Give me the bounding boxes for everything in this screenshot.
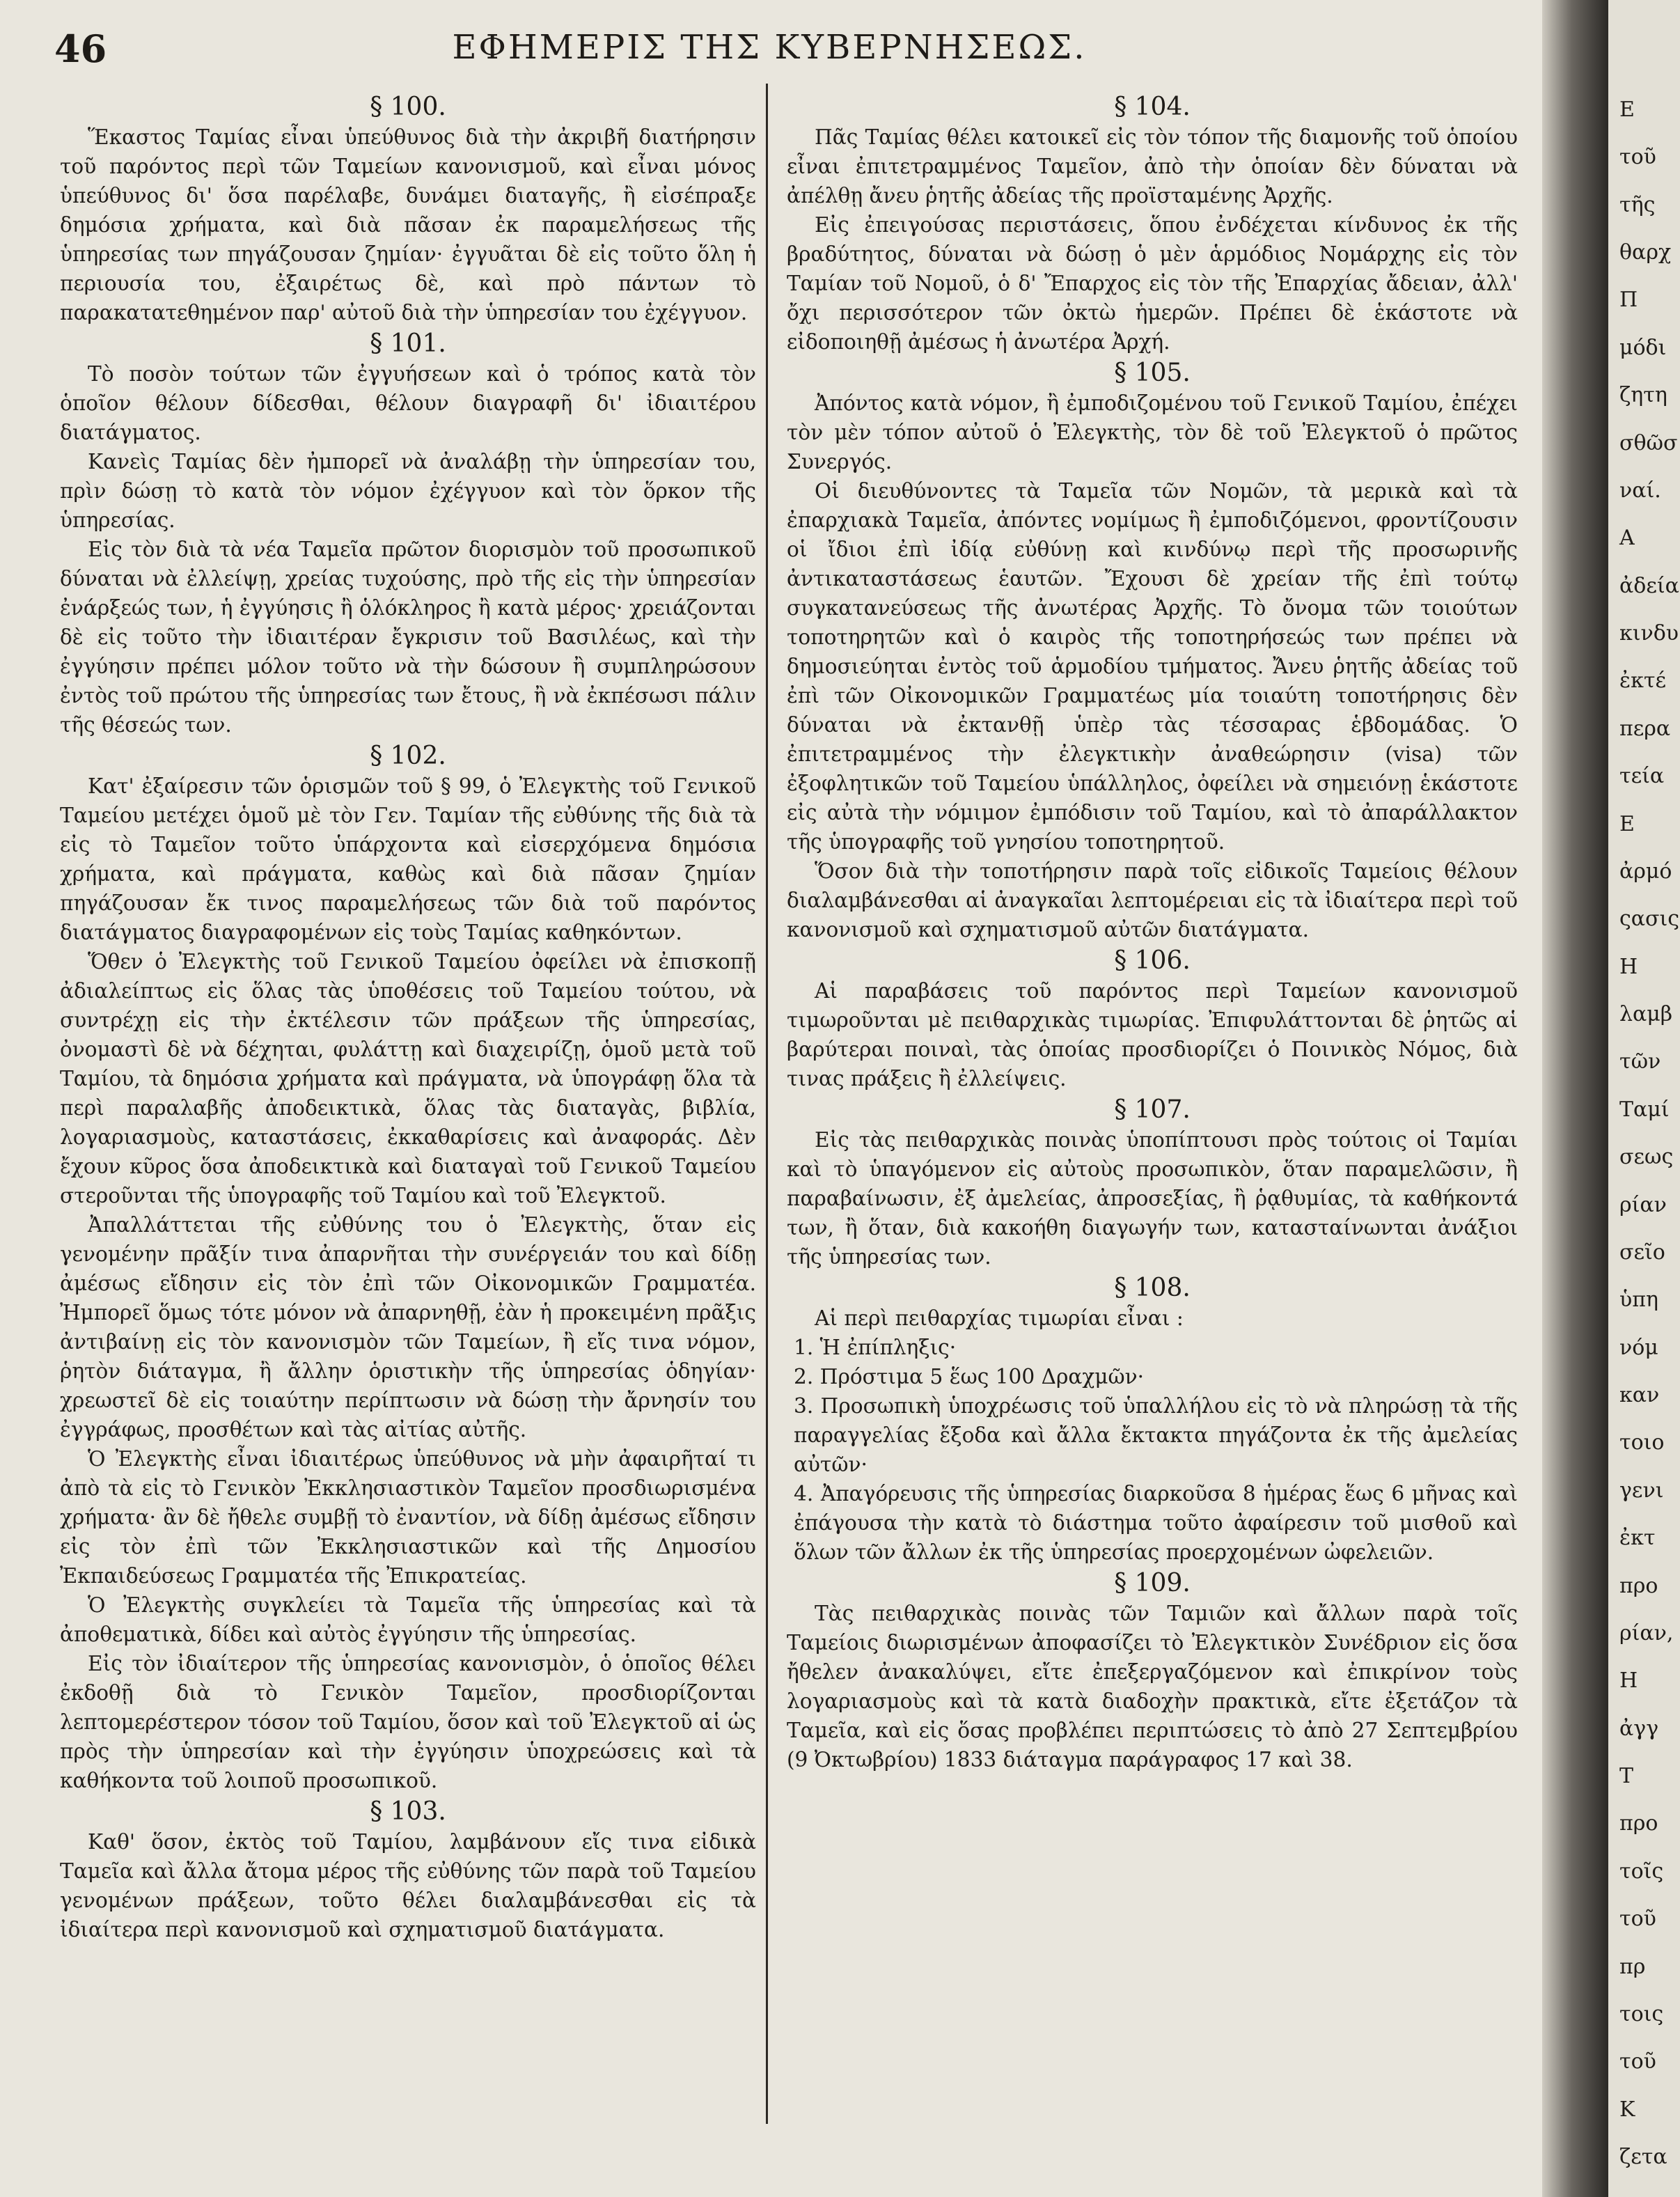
page-number: 46 — [54, 26, 107, 71]
next-page-fragment: ἀγγ — [1619, 1717, 1659, 1741]
next-page-fragment: ςασις — [1619, 907, 1680, 931]
book-gutter — [1542, 0, 1608, 2197]
next-page-fragment: ἀρμό — [1619, 859, 1672, 884]
paragraph: Ὁ Ἐλεγκτὴς συγκλείει τὰ Ταμεῖα τῆς ὑπηρεσίας καὶ τὰ ἀποθεματικὰ, δίδει καὶ αὐτὸς ἐγγύησιν τῆς ὑπηρεσίας. — [60, 1593, 756, 1646]
next-page-fragment: τοῖς — [1619, 1859, 1664, 1884]
section-heading: § 105. — [1114, 359, 1191, 387]
paragraph: Ἀπόντος κατὰ νόμον, ἢ ἐμποδιζομένου τοῦ Γενικοῦ Ταμίου, ἐπέχει τὸν μὲν τόπον αὐτοῦ ὁ Ἐλεγκτὴς, τὸν δὲ τοῦ Ἐλεγκτοῦ ὁ πρῶτος Συνεργός. — [787, 391, 1518, 474]
section-heading: § 102. — [370, 742, 446, 770]
section-heading: § 104. — [1114, 93, 1191, 121]
next-page-fragment: ζητη — [1619, 383, 1667, 407]
section-heading: § 101. — [370, 329, 446, 358]
section-100 — [60, 92, 756, 327]
next-page-fragment: κινδυ — [1619, 621, 1679, 646]
section-101 — [60, 329, 756, 740]
next-page-fragment: ζετα — [1619, 2145, 1667, 2169]
next-page-fragment: Τ — [1619, 1764, 1634, 1788]
next-page-fragment: πρ — [1619, 1955, 1646, 1979]
next-page-fragment: νόμ — [1619, 1336, 1658, 1360]
next-page-fragment: Η — [1619, 955, 1638, 979]
paragraph: Εἰς τὰς πειθαρχικὰς ποινὰς ὑποπίπτουσι πρὸς τούτοις οἱ Ταμίαι καὶ τὸ ὑπαγόμενον εἰς αὐτοὺς προσωπικὸν, ὅταν παραμελῶσιν, ἢ παραβαίνωσιν, ἐξ ἀμελείας, ἀπροσεξίας, ἢ ῥᾳθυμίας, τὰ καθήκοντά των, ἢ ὅταν, διὰ κακοήθη διαγωγήν των, κατασταίνωνται ἀνάξιοι τῆς ὑπηρεσίας των. — [787, 1128, 1518, 1269]
next-page-fragment: τεία — [1619, 764, 1665, 788]
section-heading: § 100. — [370, 93, 446, 121]
next-page-fragment: προ — [1619, 1811, 1658, 1836]
next-page-fragment: Κ — [1619, 2097, 1635, 2122]
next-page-fragment: τῶν — [1619, 1049, 1661, 1074]
paragraph: Πᾶς Ταμίας θέλει κατοικεῖ εἰς τὸν τόπον τῆς διαμονῆς τοῦ ὁποίου εἶναι ἐπιτετραμμένος Ταμεῖον, ἀπὸ τὴν ὁποίαν δὲν δύναται νὰ ἀπέλθῃ ἄνευ ῥητῆς ἀδείας τῆς προϊσταμένης Ἀρχῆς. — [787, 125, 1518, 208]
next-page-fragment: ναί. — [1619, 478, 1661, 503]
next-page-fragment: Ταμί — [1619, 1097, 1670, 1122]
paragraph: Εἰς ἐπειγούσας περιστάσεις, ὅπου ἐνδέχεται κίνδυνος ἐκ τῆς βραδύτητος, δύναται νὰ δώσῃ ὁ μὲν ἁρμόδιος Νομάρχης εἰς τὸν Ταμίαν τοῦ Νομοῦ, ὁ δ' Ἔπαρχος εἰς τὸν τῆς Ἐπαρχίας ἄδειαν, ἀλλ' ὄχι περισσότερον τῶν ὀκτὼ ἡμερῶν. Πρέπει δὲ ἑκάστοτε νὰ εἰδοποιηθῇ ἀμέσως ἡ ἀνωτέρα Ἀρχή. — [787, 213, 1518, 354]
next-page-fragment: μόδι — [1619, 336, 1667, 360]
list-item: 3. Προσωπικὴ ὑποχρέωσις τοῦ ὑπαλλήλου εἰς τὸ νὰ πληρώσῃ τὰ τῆς παραγγελίας ἔξοδα καὶ ἄλλα ἔκτακτα πηγάζοντα ἐκ τῆς ἀμελείας αὐτῶν· — [794, 1394, 1518, 1476]
section-109 — [787, 1568, 1518, 1774]
next-page-fragment: τοιο — [1619, 1430, 1665, 1455]
next-page-fragment: τοις — [1619, 2002, 1664, 2026]
right-column — [787, 91, 1518, 2166]
list-item: 1. Ἡ ἐπίπληξις· — [794, 1336, 957, 1359]
next-page-fragment: Π — [1619, 288, 1638, 312]
section-104 — [787, 92, 1518, 357]
next-page-fragment: σθῶσ — [1619, 431, 1678, 455]
next-page-fragment: Α — [1619, 526, 1635, 550]
section-105 — [787, 358, 1518, 944]
next-page-fragment: τοῦ — [1619, 1907, 1656, 1931]
next-page-fragment: Ε — [1619, 812, 1635, 836]
next-page-fragment: ἀδεία — [1619, 574, 1679, 598]
next-page-fragment: Ε — [1619, 97, 1635, 122]
section-heading: § 106. — [1114, 946, 1191, 975]
paragraph: Ἀπαλλάττεται τῆς εὐθύνης του ὁ Ἐλεγκτὴς, ὅταν εἰς γενομένην πρᾶξίν τινα ἀπαρνῆται τὴν συνέργειάν του καὶ δίδῃ ἀμέσως εἴδησιν εἰς τὸν ἐπὶ τῶν Οἰκονομικῶν Γραμματέα. Ἠμπορεῖ ὅμως τότε μόνον νὰ ἀπαρνηθῇ, ἐὰν ἡ προκειμένη πρᾶξις ἀντιβαίνῃ εἰς τὸν κανονισμὸν τῶν Ταμείων, ἢ εἴς τινα νόμον, ῥητὸν διάταγμα, ἢ ἄλλην ὁριστικὴν τῆς ὑπηρεσίας ὁδηγίαν· χρεωστεῖ δὲ εἰς τοιαύτην περίπτωσιν νὰ δώσῃ τὴν ἄρνησίν του ἐγγράφως, προσθέτων καὶ τὰς αἰτίας αὐτῆς. — [60, 1213, 756, 1441]
paragraph: Ὅσον διὰ τὴν τοποτήρησιν παρὰ τοῖς εἰδικοῖς Ταμείοις θέλουν διαλαμβάνεσθαι αἱ ἀναγκαῖαι λεπτομέρειαι εἰς τὰ ἰδιαίτερα περὶ τοῦ κανονισμοῦ καὶ σχηματισμοῦ αὐτῶν διατάγματα. — [787, 859, 1518, 941]
section-heading: § 103. — [370, 1797, 446, 1826]
next-page-fragment: τῆς — [1619, 193, 1656, 217]
next-page-fragment: ἐκτέ — [1619, 669, 1666, 693]
running-head-title: ΕΦΗΜΕΡΙΣ ΤΗΣ ΚΥΒΕΡΝΗΣΕΩΣ. — [452, 28, 1087, 67]
paragraph: Τὰς πειθαρχικὰς ποινὰς τῶν Ταμιῶν καὶ ἄλλων παρὰ τοῖς Ταμείοις διωρισμένων ἀποφασίζει τὸ Ἐλεγκτικὸν Συνέδριον εἰς ὅσα ἤθελεν ἀνακαλύψει, εἴτε ἐπεξεργαζόμενον καὶ ἐπικρίνον τοὺς λογαριασμοὺς καὶ τὰ κατὰ διαδοχὴν πρακτικὰ, εἴτε ἐξετάζον τὰ Ταμεῖα, καὶ εἰς ὅσας προβλέπει περιπτώσεις τὸ ἀπὸ 27 Σεπτεμβρίου (9 Ὀκτωβρίου) 1833 διάταγμα παράγραφος 17 καὶ 38. — [787, 1602, 1518, 1772]
paragraph: Εἰς τὸν διὰ τὰ νέα Ταμεῖα πρῶτον διορισμὸν τοῦ προσωπικοῦ δύναται νὰ ἐλλείψῃ, χρείας τυχούσης, πρὸ τῆς εἰς τὴν ὑπηρεσίαν ἐνάρξεώς των, ἡ ἐγγύησις ἢ ὁλόκληρος ἢ κατὰ μέρος· χρειάζονται δὲ εἰς τοῦτο τὴν ἰδιαιτέραν ἔγκρισιν τοῦ Βασιλέως, καὶ τὴν ἐγγύησιν πρέπει μόλον τοῦτο νὰ τὴν δώσουν ἢ συμπληρώσουν ἐντὸς τοῦ πρώτου τῆς ὑπηρεσίας των ἔτους, ἢ νὰ ἐκπέσωσι πάλιν τῆς θέσεώς των. — [60, 538, 756, 737]
next-page-fragment: προ — [1619, 1574, 1658, 1598]
next-page-fragment: Η — [1619, 1668, 1638, 1693]
next-page-fragment: σεῖο — [1619, 1240, 1665, 1265]
list-item: 2. Πρόστιμα 5 ἕως 100 Δραχμῶν· — [794, 1365, 1145, 1389]
paragraph: Καθ' ὅσον, ἐκτὸς τοῦ Ταμίου, λαμβάνουν εἴς τινα εἰδικὰ Ταμεῖα καὶ ἄλλα ἄτομα μέρος τῆς εὐθύνης τῶν παρὰ τοῦ Ταμείου γενομένων πράξεων, τοῦτο θέλει διαλαμβάνεσθαι εἰς τὰ ἰδιαίτερα περὶ κανονισμοῦ καὶ σχηματισμοῦ διατάγματα. — [60, 1830, 756, 1941]
next-page-fragment: καν — [1619, 1383, 1660, 1407]
next-page-fragment: ρίαν — [1619, 1193, 1667, 1217]
paragraph: Εἰς τὸν ἰδιαίτερον τῆς ὑπηρεσίας κανονισμὸν, ὁ ὁποῖος θέλει ἐκδοθῇ διὰ τὸ Γενικὸν Ταμεῖον, προσδιορίζονται λεπτομερέστερον τόσον τοῦ Ταμίου, ὅσον καὶ τοῦ Ἐλεγκτοῦ αἱ ὡς πρὸς τὴν ὑπηρεσίαν καὶ τὴν ἐγγύησιν ὑποχρεώσεις καὶ τὰ καθήκοντα τοῦ λοιποῦ προσωπικοῦ. — [60, 1652, 756, 1792]
next-page-fragment: λαμβ — [1619, 1002, 1673, 1026]
paragraph: Ἕκαστος Ταμίας εἶναι ὑπεύθυνος διὰ τὴν ἀκριβῆ διατήρησιν τοῦ παρόντος περὶ τῶν Ταμείων κανονισμοῦ, καὶ εἶναι μόνος ὑπεύθυνος δι' ὅσα παρέλαβε, δυνάμει διαταγῆς, ἢ εἰσέπραξε δημόσια χρήματα, καὶ διὰ πᾶσαν ἐκ παραμελήσεως τῆς ὑπηρεσίας των πηγάζουσαν ζημίαν· ἐγγυᾶται δὲ εἰς τοῦτο ὅλη ἡ περιουσία του, ἐξαιρέτως δὲ, καὶ πρὸ πάντων τὸ παρακατατεθημένον παρ' αὐτοῦ διὰ τὴν ὑπηρεσίαν του ἐχέγγυον. — [60, 125, 756, 325]
next-page-fragment: ρίαν, — [1619, 1621, 1674, 1645]
paragraph: Ὁ Ἐλεγκτὴς εἶναι ἰδιαιτέρως ὑπεύθυνος νὰ μὴν ἀφαιρῆταί τι ἀπὸ τὰ εἰς τὸ Γενικὸν Ἐκκλησιαστικὸν Ταμεῖον προσδιωρισμένα χρήματα· ἂν δὲ ἤθελε συμβῇ τὸ ἐναντίον, νὰ δίδῃ ἀμέσως εἴδησιν εἰς τὸν ἐπὶ τῶν Ἐκκλησιαστικῶν καὶ τῆς Δημοσίου Ἐκπαιδεύσεως Γραμματέα τῆς Ἐπικρατείας. — [60, 1447, 756, 1588]
next-page-fragment: τοῦ — [1619, 2049, 1656, 2074]
section-108 — [787, 1273, 1518, 1567]
next-page-fragment: περα — [1619, 717, 1671, 741]
section-heading: § 108. — [1114, 1274, 1191, 1302]
section-102 — [60, 741, 756, 1795]
paragraph: Κατ' ἐξαίρεσιν τῶν ὁρισμῶν τοῦ § 99, ὁ Ἐλεγκτὴς τοῦ Γενικοῦ Ταμείου μετέχει ὁμοῦ μὲ τὸν Γεν. Ταμίαν τῆς εὐθύνης τῆς διὰ τὰ εἰς τὸ Ταμεῖον τοῦτο ὑπάρχοντα καὶ εἰσερχόμενα δημόσια χρήματα, καὶ πράγματα, καθὼς καὶ διὰ πᾶσαν ζημίαν πηγάζουσαν ἔκ τινος παραμελήσεως τῶν διὰ τοῦ παρόντος διατάγματος διαγραφομένων εἰς τοὺς Ταμίας καθηκόντων. — [60, 774, 756, 944]
paragraph: Οἱ διευθύνοντες τὰ Ταμεῖα τῶν Νομῶν, τὰ μερικὰ καὶ τὰ ἐπαρχιακὰ Ταμεῖα, ἀπόντες νομίμως ἢ ἐμποδιζόμενοι, φροντίζουσιν οἱ ἴδιοι ἐπὶ ἰδίᾳ εὐθύνῃ καὶ κινδύνῳ περὶ τῆς προσωρινῆς ἀντικαταστάσεως ἑαυτῶν. Ἔχουσι δὲ χρείαν τῆς ἐπὶ τούτῳ συγκατανεύσεως τῆς ἀνωτέρας Ἀρχῆς. Τὸ ὄνομα τῶν τοιούτων τοποτηρητῶν καὶ ὁ καιρὸς τῆς τοποτηρήσεώς των πρέπει νὰ δημοσιεύηται ἐντὸς τοῦ ἁρμοδίου τμήματος. Ἄνευ ῥητῆς ἀδείας τοῦ ἐπὶ τῶν Οἰκονομικῶν Γραμματέως μία τοιαύτη τοποτήρησις δὲν δύναται νὰ ἐκτανθῇ ὑπὲρ τὰς τέσσαρας ἑβδομάδας. Ὁ ἐπιτετραμμένος τὴν ἐλεγκτικὴν ἀναθεώρησιν (visa) τῶν ἐξοφλητικῶν τοῦ Ταμείου ὑπάλληλος, ὀφείλει νὰ σημειόνῃ ἑκάστοτε εἰς αὐτὰ τὴν νόμιμον ἐμπόδισιν τοῦ Ταμίου, καὶ τὸ ἀπαράλλακτον τῆς ὑπογραφῆς τοῦ γνησίου τοποτηρητοῦ. — [787, 479, 1518, 854]
next-page-edge — [1608, 0, 1680, 2197]
next-page-fragment: θαρχ — [1619, 240, 1672, 265]
left-column — [60, 91, 756, 2166]
next-page-fragment: τοῦ — [1619, 145, 1656, 169]
section-103 — [60, 1797, 756, 1944]
next-page-fragment: ἐκτ — [1619, 1526, 1656, 1550]
list-item: 4. Ἀπαγόρευσις τῆς ὑπηρεσίας διαρκοῦσα 8 ἡμέρας ἕως 6 μῆνας καὶ ἐπάγουσα τὴν κατὰ τὸ διάστημα τοῦτο ἀφαίρεσιν τοῦ μισθοῦ καὶ ὅλων τῶν ἄλλων ἐκ τῆς ὑπηρεσίας προερχομένων ὠφελειῶν. — [794, 1482, 1518, 1564]
paragraph: Κανεὶς Ταμίας δὲν ἠμπορεῖ νὰ ἀναλάβῃ τὴν ὑπηρεσίαν του, πρὶν δώσῃ τὸ κατὰ τὸν νόμον ἐχέγγυον καὶ τὸν ὅρκον τῆς ὑπηρεσίας. — [60, 450, 756, 532]
section-heading: § 107. — [1114, 1095, 1191, 1124]
column-rule — [766, 84, 768, 2124]
next-page-fragment: γενι — [1619, 1478, 1664, 1503]
next-page-fragment: σεως — [1619, 1145, 1674, 1169]
paragraph: Αἱ περὶ πειθαρχίας τιμωρίαι εἶναι : — [815, 1306, 1184, 1330]
section-107 — [787, 1095, 1518, 1272]
next-page-fragment: ὑπη — [1619, 1288, 1658, 1312]
paragraph: Ὅθεν ὁ Ἐλεγκτὴς τοῦ Γενικοῦ Ταμείου ὀφείλει νὰ ἐπισκοπῇ ἀδιαλείπτως εἰς ὅλας τὰς ὑποθέσεις τοῦ Ταμείου τούτου, νὰ συντρέχῃ εἰς τὴν ἐκτέλεσιν τῶν πράξεων τῆς ὑπηρεσίας, ὀνομαστὶ δὲ νὰ δέχηται, φυλάττῃ καὶ διαχειρίζῃ, ὁμοῦ μετὰ τοῦ Ταμίου, τὰ δημόσια χρήματα καὶ πράγματα, νὰ ὑπογράφῃ ὅλα τὰ περὶ παραλαβῆς ἀποδεικτικὰ, ὅλας τὰς διαταγὰς, βιβλία, λογαριασμοὺς, καταστάσεις, ἐκκαθαρίσεις καὶ ἀναφοράς. Δὲν ἔχουν κῦρος ὅσα ἀποδεικτικὰ καὶ διαταγαὶ τοῦ Γενικοῦ Ταμείου στεροῦνται τῆς ὑπογραφῆς τοῦ Ταμίου καὶ τοῦ Ἐλεγκτοῦ. — [60, 950, 756, 1207]
section-106 — [787, 946, 1518, 1093]
section-heading: § 109. — [1114, 1569, 1191, 1597]
paragraph: Τὸ ποσὸν τούτων τῶν ἐγγυήσεων καὶ ὁ τρόπος κατὰ τὸν ὁποῖον θέλουν δίδεσθαι, θέλουν διαγραφῆ δι' ἰδιαιτέρου διατάγματος. — [60, 362, 756, 444]
paragraph: Αἱ παραβάσεις τοῦ παρόντος περὶ Ταμείων κανονισμοῦ τιμωροῦνται μὲ πειθαρχικὰς τιμωρίας. Ἐπιφυλάττονται δὲ ῥητῶς αἱ βαρύτεραι ποιναὶ, τὰς ὁποίας προσδιορίζει ὁ Ποινικὸς Νόμος, διὰ τινας πράξεις ἢ ἐλλείψεις. — [787, 979, 1518, 1090]
